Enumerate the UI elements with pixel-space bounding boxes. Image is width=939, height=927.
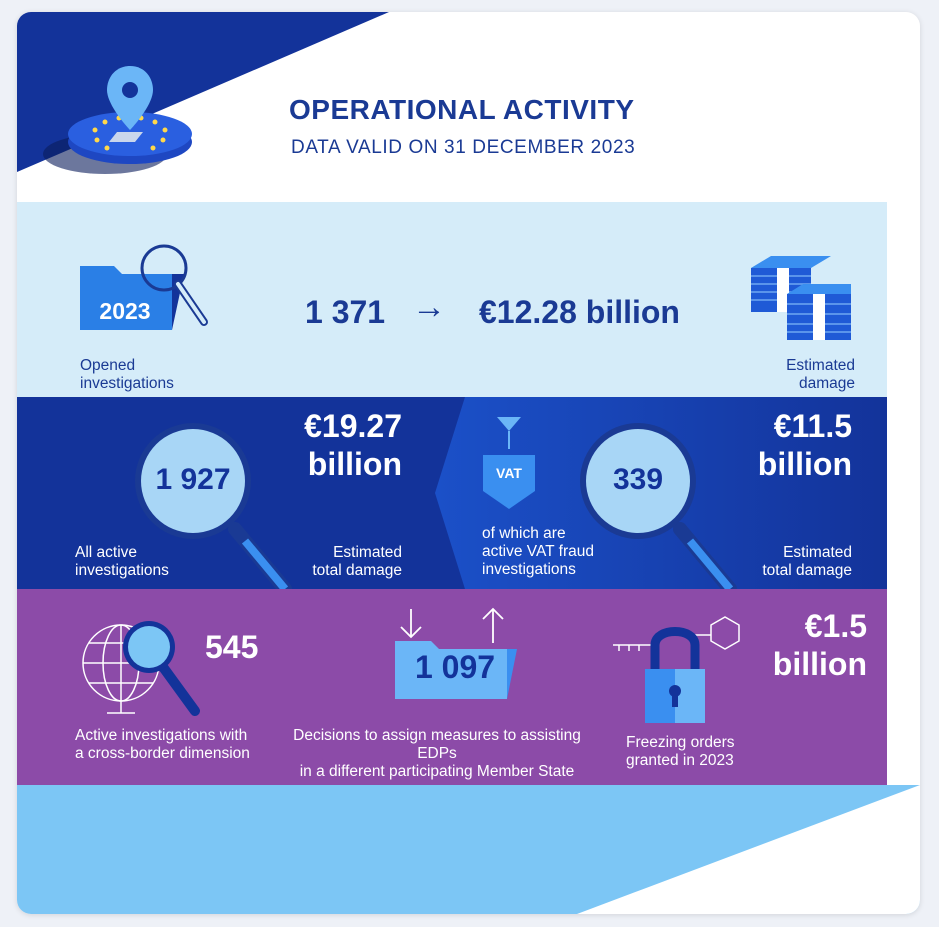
vat-damage-line-2: billion: [757, 446, 852, 482]
active-damage-label-line-1: Estimated: [333, 544, 402, 561]
bottom-corner-triangle: [577, 785, 920, 914]
freezing-value-line-1: €1.5: [804, 608, 867, 644]
vat-label: [482, 525, 594, 579]
infographic-card: [17, 12, 920, 914]
vat-label-line-1: of which are: [482, 525, 566, 542]
crossborder-label-line-2: a cross-border dimension: [75, 745, 250, 762]
decisions-label-line-1: Decisions to assign measures to assisting EDPs: [293, 727, 581, 762]
decisions-label-line-2: in a different participating Member State: [299, 763, 575, 780]
active-damage-label: [272, 544, 402, 580]
active-damage-line-2: billion: [307, 446, 402, 482]
vat-investigations-value: 339: [612, 463, 664, 496]
opened-investigations-value: 1 371: [305, 294, 386, 330]
vat-damage-value: [717, 407, 852, 483]
active-label: [75, 544, 169, 580]
vat-damage-line-1: €11.5: [773, 408, 852, 444]
damage-label: [747, 357, 855, 393]
money-stacks-icon: [747, 248, 857, 348]
vat-label-line-2: active VAT fraud: [482, 543, 594, 560]
active-damage-value: [267, 407, 402, 483]
freezing-label-line-1: Freezing orders: [626, 734, 735, 751]
row-opened-investigations: [17, 202, 887, 397]
globe-magnifier-icon: [77, 611, 207, 721]
freezing-value-line-2: billion: [772, 646, 867, 682]
row-active-investigations: [17, 397, 887, 589]
decisions-label: [287, 727, 587, 781]
damage-label-line-1: Estimated: [786, 357, 855, 374]
arrow-right-icon: →: [412, 288, 446, 326]
decisions-value: 1 097: [414, 649, 496, 685]
active-damage-label-line-2: total damage: [312, 562, 402, 579]
folder-year: 2023: [99, 298, 151, 324]
crossborder-label-line-1: Active investigations with: [75, 727, 248, 744]
page-subtitle: DATA VALID ON 31 DECEMBER 2023: [291, 137, 636, 158]
vat-damage-label-line-2: total damage: [762, 562, 852, 579]
vat-tag-icon: [479, 415, 539, 511]
freezing-value: [737, 607, 867, 683]
crossborder-value: 545: [205, 629, 259, 665]
page-title: OPERATIONAL ACTIVITY: [289, 94, 635, 125]
padlock-icon: [611, 615, 751, 725]
vat-badge-label: VAT: [496, 465, 522, 481]
opened-label: [80, 357, 174, 393]
opened-label-line-1: Opened: [80, 357, 136, 374]
vat-label-line-3: investigations: [482, 561, 576, 578]
crossborder-label: [75, 727, 250, 763]
active-label-line-1: All active: [75, 544, 138, 561]
opened-label-line-2: investigations: [80, 375, 174, 392]
active-investigations-value: 1 927: [155, 463, 231, 496]
active-label-line-2: investigations: [75, 562, 169, 579]
row-cross-border-freezing: [17, 589, 887, 785]
damage-label-line-2: damage: [798, 375, 855, 392]
vat-damage-label-line-1: Estimated: [783, 544, 852, 561]
vat-damage-label: [722, 544, 852, 580]
freezing-label-line-2: granted in 2023: [626, 752, 734, 769]
eu-location-pin-icon: [35, 64, 205, 179]
active-damage-line-1: €19.27: [304, 408, 402, 444]
freezing-label: [626, 734, 735, 770]
estimated-damage-value: €12.28 billion: [479, 294, 680, 330]
